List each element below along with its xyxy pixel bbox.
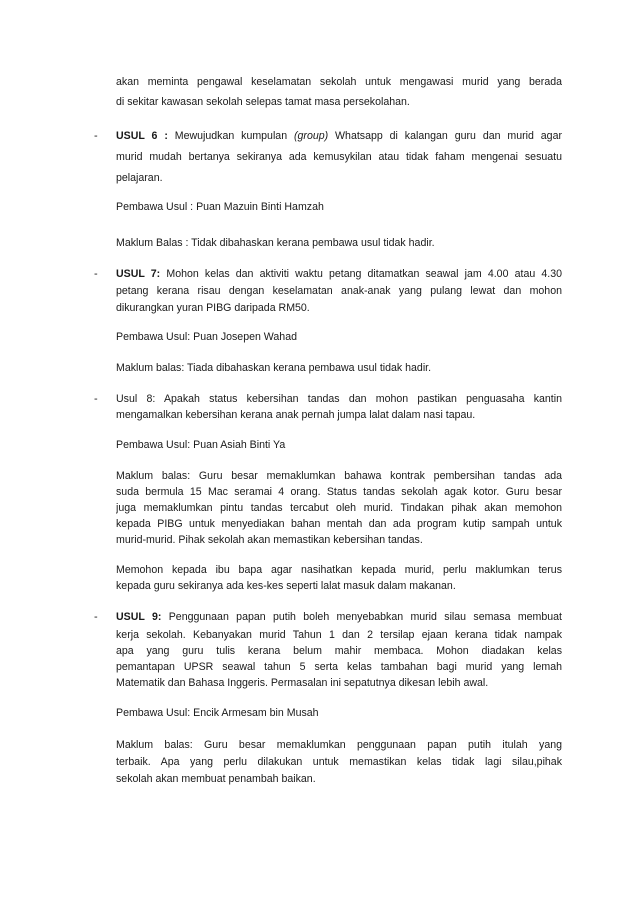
text-line: terbaik. Apa yang perlu dilakukan untuk memastikan kelas tidak lagi silau,pihak <box>116 756 562 768</box>
text-line: kerja sekolah. Kebanyakan murid Tahun 1 dan 2 tersilap ejaan kerana tidak nampak <box>116 629 562 641</box>
pembawa-usul: Pembawa Usul: Puan Asiah Binti Ya <box>116 439 286 451</box>
pembawa-usul: Pembawa Usul : Puan Mazuin Binti Hamzah <box>116 201 324 213</box>
text-line: murid-murid. Pihak sekolah akan memastikan kebersihan tandas. <box>116 534 423 546</box>
bullet-dash: - <box>94 611 98 623</box>
text-line: Maklum balas: Guru besar memaklumkan bahawa kontrak pembersihan tandas ada <box>116 470 562 482</box>
text-line: pelajaran. <box>116 172 163 184</box>
pembawa-usul: Pembawa Usul: Encik Armesam bin Musah <box>116 707 319 719</box>
text-line: Matematik dan Bahasa Inggeris. Permasalan ini sepatutnya dikesan lebih awal. <box>116 677 489 689</box>
text-line: kepada PIBG untuk menyediakan bahan mentah dan ada program kutip sampah untuk <box>116 518 562 530</box>
bullet-dash: - <box>94 268 98 280</box>
usul-label: USUL 6 : <box>116 130 168 142</box>
italic-text: (group) <box>294 130 329 142</box>
text-line: murid mudah bertanya sekiranya ada kemusykilan atau tidak faham mengenai sesuatu <box>116 151 562 163</box>
text-line: suda bermula 15 Mac seramai 4 orang. Status tandas sekolah agak kotor. Guru besar <box>116 486 562 498</box>
text-line: apa yang guru tulis kerana belum mahir membaca. Mohon diadakan kelas <box>116 645 562 657</box>
text-line: di sekitar kawasan sekolah selepas tamat masa persekolahan. <box>116 96 410 108</box>
pembawa-usul: Pembawa Usul: Puan Josepen Wahad <box>116 331 297 343</box>
usul-label: USUL 9: <box>116 611 162 623</box>
text-line: akan meminta pengawal keselamatan sekolah untuk mengawasi murid yang berada <box>116 76 562 88</box>
text-line: Memohon kepada ibu bapa agar nasihatkan kepada murid, perlu maklumkan terus <box>116 564 562 576</box>
maklum-balas: Maklum balas: Tiada dibahaskan kerana pembawa usul tidak hadir. <box>116 362 432 374</box>
text-line: Usul 8: Apakah status kebersihan tandas dan mohon pastikan penguasaha kantin <box>116 393 562 405</box>
bullet-dash: - <box>94 130 98 142</box>
maklum-balas: Maklum Balas : Tidak dibahaskan kerana pembawa usul tidak hadir. <box>116 237 435 249</box>
text-line: dikurangkan yuran PIBG daripada RM50. <box>116 302 310 314</box>
usul-7-line <box>116 268 562 281</box>
text-line: juga memaklumkan pintu tandas tercabut oleh murid. Tindakan pihak akan memohon <box>116 502 562 514</box>
usul-6-line <box>116 130 562 143</box>
usul-9-line <box>116 611 562 624</box>
text-line: kepada guru sekiranya ada kes-kes seperti lalat masuk dalam makanan. <box>116 580 456 592</box>
usul-label: USUL 7: <box>116 268 161 280</box>
text-line: petang kerana risau dengan keselamatan anak-anak yang pulang lewat dan mohon <box>116 285 562 297</box>
text-span: Mewujudkan kumpulan <box>167 130 294 142</box>
text-line: mengamalkan kebersihan kerana anak pernah jumpa lalat dalam nasi tapau. <box>116 409 476 421</box>
text-span: Whatsapp di kalangan guru dan murid agar <box>328 130 562 142</box>
text-line: pemantapan UPSR seawal tahun 5 serta kelas tambahan bagi murid yang lemah <box>116 661 562 673</box>
text-span: Penggunaan papan putih boleh menyebabkan murid silau semasa membuat <box>161 611 562 623</box>
text-span: Mohon kelas dan aktiviti waktu petang ditamatkan seawal jam 4.00 atau 4.30 <box>160 268 562 280</box>
text-line: Maklum balas: Guru besar memaklumkan penggunaan papan putih itulah yang <box>116 739 562 751</box>
bullet-dash: - <box>94 393 98 405</box>
text-line: sekolah akan membuat penambah baikan. <box>116 773 316 785</box>
